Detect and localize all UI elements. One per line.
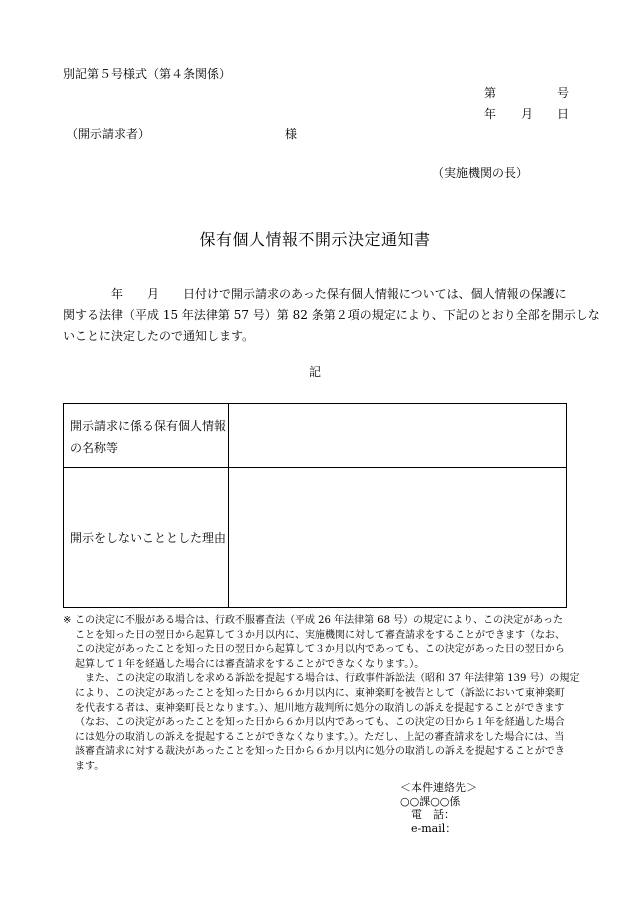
document-number-suffix: 号 <box>557 86 570 100</box>
info-table <box>63 403 567 608</box>
contact-block <box>400 781 477 835</box>
body-paragraph <box>63 284 600 347</box>
notice-line: （なお、この決定があったことを知った日から６か月以内であっても、この決定の日から１年を経過した場合 <box>75 717 565 729</box>
ki-heading: 記 <box>308 365 321 379</box>
info-name-label <box>70 415 226 459</box>
appeal-notice <box>63 614 580 775</box>
document-number-prefix: 第 <box>484 86 497 100</box>
notice-line: ます。 <box>75 760 105 772</box>
body-line: いことに決定したので通知します。 <box>63 329 255 343</box>
date-year-label: 年 <box>484 107 497 121</box>
notice-line: この決定があったことを知った日の翌日から起算して３か月以内であっても、この決定があった日の翌日から <box>75 644 565 656</box>
notice-line: により、この決定があったことを知った日から６か月以内に、東神楽町を被告として（訴訟において東神楽町 <box>75 687 565 699</box>
issuer-label: （実施機関の長） <box>432 166 529 180</box>
column-divider <box>228 467 229 607</box>
body-line: 年 月 日付けで開示請求のあった保有個人情報については、個人情報の保護に <box>63 287 567 301</box>
honorific-label: 様 <box>285 127 298 141</box>
form-label: 別記第５号様式（第４条関係） <box>63 67 232 81</box>
notice-line: には処分の取消しの訴えを提起することができなくなります。）。ただし、上記の審査請求をした場合には、当 <box>75 731 565 743</box>
requester-label: （開示請求者） <box>66 127 151 141</box>
contact-email: e-mail： <box>400 821 457 835</box>
column-divider <box>228 404 229 467</box>
notice-line: ことを知った日の翌日から起算して３か月以内に、実施機関に対して審査請求をすることができます（なお、 <box>75 629 565 641</box>
notice-line: また、この決定の取消しを求める訴訟を提起する場合は、行政事件訴訟法（昭和 37 年法律第 139 号）の規定 <box>75 673 580 685</box>
notice-line: 該審査請求に対する裁決があったことを知った日から６か月以内に処分の取消しの訴えを提起することができ <box>75 746 565 758</box>
notice-line: 起算して１年を経過した場合には審査請求をすることができなくなります。）。 <box>75 658 425 670</box>
date-month-label: 月 <box>521 107 534 121</box>
info-name-label-line: の名称等 <box>70 441 119 455</box>
reason-label-line: 開示をしないこととした理由 <box>70 531 227 545</box>
info-name-label-line: 開示請求に係る保有個人情報 <box>70 419 227 433</box>
contact-phone: 電 話： <box>400 808 455 821</box>
table-row-info-name <box>64 404 566 468</box>
contact-department: ○○課○○係 <box>400 794 461 808</box>
notice-mark: ※ <box>63 615 72 626</box>
body-line: 関する法律（平成 15 年法律第 57 号）第 82 条第２項の規定により、下記のとおり全部を開示しな <box>63 308 600 322</box>
notice-line: この決定に不服がある場合は、行政不服審査法（平成 26 年法律第 68 号）の規定により、この決定があった <box>75 615 564 626</box>
document-title: 保有個人情報不開示決定通知書 <box>199 230 431 249</box>
contact-heading: ＜本件連絡先＞ <box>400 781 477 794</box>
notice-line: を代表する者は、東神楽町長となります。）、旭川地方裁判所に処分の取消しの訴えを提起することができます <box>75 702 565 714</box>
date-day-label: 日 <box>557 107 570 121</box>
reason-label <box>70 527 226 549</box>
table-row-reason <box>64 467 566 607</box>
